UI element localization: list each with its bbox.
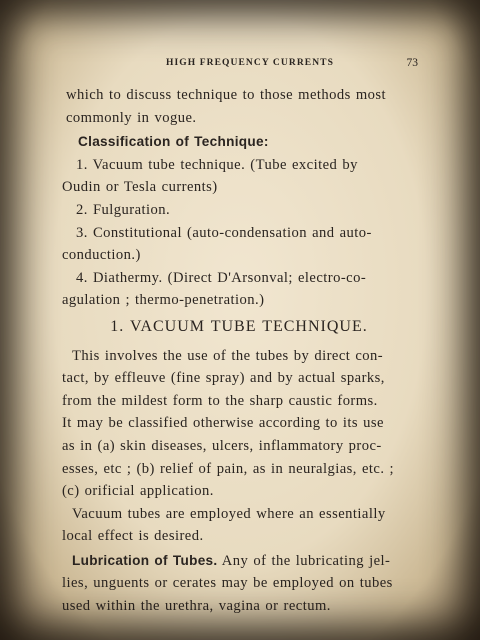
paragraph-line: as in (a) skin diseases, ulcers, inflammatory proc- — [62, 437, 382, 454]
paragraph-line: tact, by effleuve (fine spray) and by actual sparks, — [62, 370, 385, 387]
page-header — [62, 58, 418, 74]
paragraph-line: esses, etc ; (b) relief of pain, as in neuralgias, etc. ; — [62, 460, 395, 477]
paragraph-line — [62, 550, 416, 573]
list-item: 4. Diathermy. (Direct D'Arsonval; electro-co- — [76, 269, 367, 286]
page-body — [62, 84, 416, 618]
paragraph-line: It may be classified otherwise according to its use — [62, 415, 384, 432]
running-head: HIGH FREQUENCY CURRENTS — [166, 58, 334, 68]
lubrication-text: Any of the lubricating jel- — [217, 552, 391, 569]
section-heading: 1. VACUUM TUBE TECHNIQUE. — [110, 317, 368, 335]
paragraph-line: lies, unguents or cerates may be employed on tubes — [62, 575, 393, 592]
lubrication-label: Lubrication of Tubes. — [72, 552, 218, 568]
list-item: 1. Vacuum tube technique. (Tube excited by — [76, 156, 358, 173]
paragraph-line: This involves the use of the tubes by direct con- — [72, 347, 384, 364]
intro-line: commonly in vogue. — [66, 109, 197, 126]
list-item-continuation: agulation ; thermo-penetration.) — [62, 292, 265, 309]
paragraph-line: Vacuum tubes are employed where an essentially — [72, 505, 386, 522]
paragraph-line: from the mildest form to the sharp caustic forms. — [62, 392, 378, 409]
paragraph-line: used within the urethra, vagina or rectum. — [62, 598, 331, 615]
classification-heading: Classification of Technique: — [78, 134, 269, 150]
list-item: 2. Fulguration. — [76, 201, 171, 218]
page-number: 73 — [406, 57, 418, 69]
paragraph-line: (c) orificial application. — [62, 483, 214, 500]
paragraph-line: local effect is desired. — [62, 528, 204, 545]
intro-line: which to discuss technique to those methods most — [66, 87, 387, 103]
list-item-continuation: conduction.) — [62, 247, 141, 264]
list-item: 3. Constitutional (auto-condensation and auto- — [76, 224, 372, 241]
list-item-continuation: Oudin or Tesla currents) — [62, 179, 218, 196]
